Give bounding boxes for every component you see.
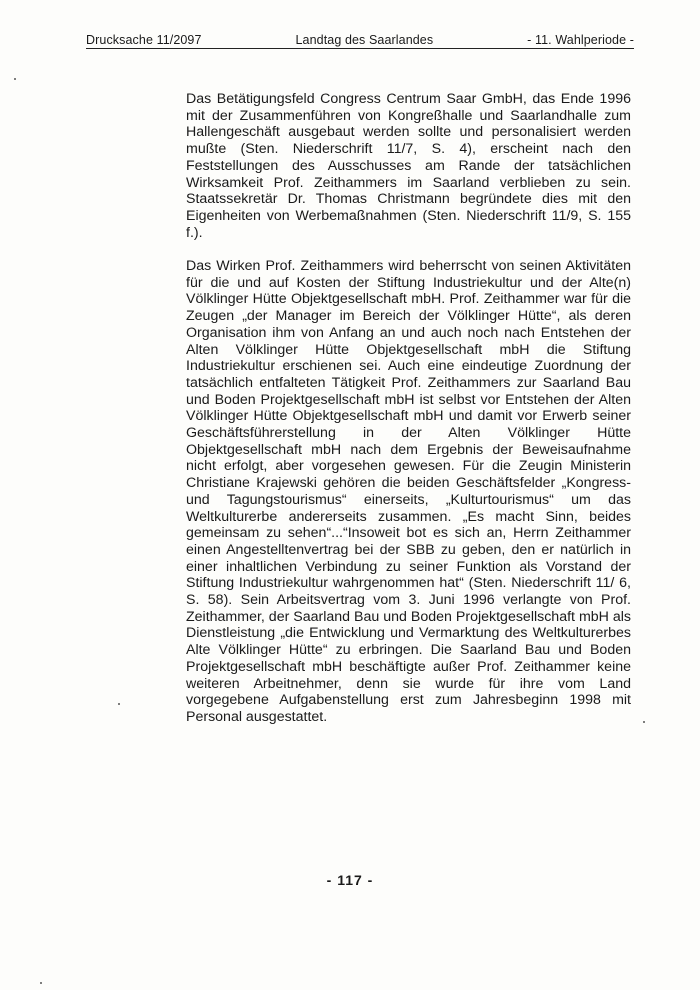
scan-speck: [14, 78, 16, 80]
page-number: - 117 -: [326, 872, 374, 888]
paragraph-zeithammer-activities: Das Wirken Prof. Zeithammers wird beherrscht von seinen Aktivitäten für die und auf Kosten der Stiftung Industriekultur und der Alte(n) Völklinger Hütte Objektgesellschaft mbH. Prof. Zeithammer war für die Zeugen „der Manager im Bereich der Völklinger Hütte“, als deren Organisation ihm von Anfang an und auch noch nach Entstehen der Alten Völklinger Hütte Objektgesellschaft mbH die Stiftung Industriekultur erschienen sei. Auch eine eindeutige Zuordnung der tatsächlich entfalteten Tätigkeit Prof. Zeithammers zur Saarland Bau und Boden Projektgesellschaft mbH ist selbst vor Entstehen der Alten Völklinger Hütte Objektgesellschaft mbH und damit vor Erwerb seiner Geschäftsführerstellung in der Alten Völklinger Hütte Objektgesellschaft mbH nach dem Ergebnis der Beweisaufnahme nicht erfolgt, aber vorgesehen gewesen. Für die Zeugin Ministerin Christiane Krajewski gehören die beiden Geschäftsfelder „Kongress- und Tagungstourismus“ einerseits, „Kulturtourismus“ um das Weltkulturerbe andererseits zusammen. „Es macht Sinn, beides gemeinsam zu sehen“...“Insoweit bot es sich an, Herrn Zeithammer einen Angestelltenvertrag bei der SBB zu geben, den er natürlich in einer inhaltlichen Verbindung zu seiner Funktion als Vorstand der Stiftung Industriekultur wahrgenommen hat“ (Sten. Niederschrift 11/ 6, S. 58). Sein Arbeitsvertrag vom 3. Juni 1996 verlangte von Prof. Zeithammer, der Saarland Bau und Boden Projektgesellschaft mbH als Dienstleistung „die Entwicklung und Vermarktung des Weltkulturerbes Alte Völklinger Hütte“ zu erbringen. Die Saarland Bau und Boden Projektgesellschaft mbH beschäftigte außer Prof. Zeithammer keine weiteren Arbeitnehmer, denn sie wurde für ihre vom Land vorgegebene Aufgabenstellung erst zum Jahresbeginn 1998 mit Personal ausgestattet.: [186, 258, 631, 725]
scan-speck: [118, 703, 120, 705]
running-header: [86, 33, 634, 49]
parliament-name: Landtag des Saarlandes: [295, 33, 434, 47]
scan-speck: [643, 721, 645, 723]
paragraph-congress-centrum: Das Betätigungsfeld Congress Centrum Saar GmbH, das Ende 1996 mit der Zusammenführen von Kongreßhalle und Saarlandhalle zum Hallengeschäft ausgebaut werden sollte und personalisiert werden mußte (Sten. Niederschrift 11/7, S. 4), erscheint nach den Feststellungen des Ausschusses am Rande der tatsächlichen Wirksamkeit Prof. Zeithammers im Saarland verblieben zu sein. Staatssekretär Dr. Thomas Christmann begründete dies mit den Eigenheiten von Werbemaßnahmen (Sten. Niederschrift 11/9, S. 155 f.).: [186, 91, 631, 241]
scan-speck: [40, 982, 42, 984]
body-text: [186, 91, 631, 742]
document-number: Drucksache 11/2097: [86, 33, 202, 47]
legislative-period: - 11. Wahlperiode -: [527, 33, 634, 47]
